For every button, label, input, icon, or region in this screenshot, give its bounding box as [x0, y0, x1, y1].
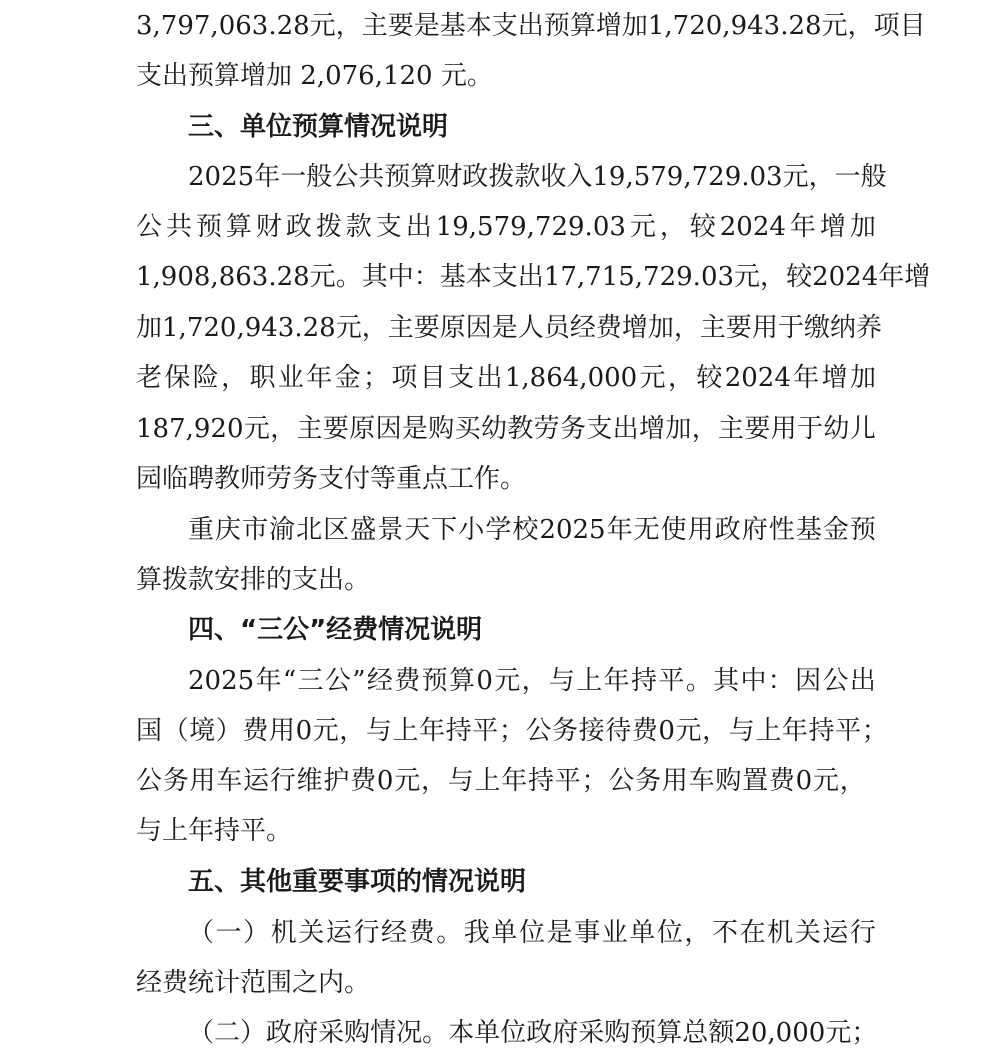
- text-line: 3,797,063.28 元 ， 主 要 是 基 本 支 出 预 算 增 加 1,720,943.28 元 ， 项 目: [136, 11, 926, 41]
- text-line: 支出预算增加 2,076,120 元。: [136, 61, 493, 91]
- text-line: 1,908,863.28 元 。 其 中 ： 基 本 支 出 17,715,729.03 元 ， 较 2024 年 增: [136, 262, 931, 292]
- text-line: 公 共 预 算 财 政 拨 款 支 出 19,579,729.03 元 ， 较 2024 年 增 加: [136, 212, 876, 242]
- text-line: 算拨款安排的支出。: [136, 565, 371, 595]
- text-line: 2025 年 “ 三 公 ” 经 费 预 算 0 元 ， 与 上 年 持 平 。 其 中 ： 因 公 出: [188, 666, 876, 696]
- text-line: 加 1,720,943.28 元 ， 主 要 原 因 是 人 员 经 费 增 加 ， 主 要 用 于 缴 纳 养: [136, 313, 883, 343]
- text-line: 187,920 元 ， 主 要 原 因 是 购 买 幼 教 劳 务 支 出 增 加 ， 主 要 用 于 幼 儿: [136, 414, 876, 444]
- text-line: 与上年持平。: [136, 816, 293, 846]
- section-heading-5: 五、其他重要事项的情况说明: [188, 867, 527, 897]
- text-line: （ 一 ） 机 关 运 行 经 费 。 我 单 位 是 事 业 单 位 ， 不 在 机 关 运 行: [188, 918, 876, 948]
- text-line: 重 庆 市 渝 北 区 盛 景 天 下 小 学 校 2025 年 无 使 用 政 府 性 基 金 预: [188, 515, 876, 545]
- text-line: 老 保 险 ， 职 业 年 金 ； 项 目 支 出 1,864,000 元 ， 较 2024 年 增 加: [136, 363, 876, 393]
- section-heading-4: 四、“三公”经费情况说明: [188, 615, 483, 645]
- text-line: 园临聘教师劳务支付等重点工作。: [136, 464, 527, 494]
- text-line: 经费统计范围之内。: [136, 968, 371, 998]
- section-heading-3: 三、单位预算情况说明: [188, 112, 449, 142]
- text-line: 国 （ 境 ） 费 用 0 元 ， 与 上 年 持 平 ； 公 务 接 待 费 0 元 ， 与 上 年 持 平 ；: [136, 716, 888, 746]
- text-line: （ 二 ） 政 府 采 购 情 况 。 本 单 位 政 府 采 购 预 算 总 额 20,000 元 ；: [188, 1018, 878, 1048]
- text-line: 公 务 用 车 运 行 维 护 费 0 元 ， 与 上 年 持 平 ； 公 务 用 车 购 置 费 0 元 ，: [136, 766, 866, 796]
- text-line: 2025 年 一 般 公 共 预 算 财 政 拨 款 收 入 19,579,729.03 元 ， 一 般: [188, 162, 887, 192]
